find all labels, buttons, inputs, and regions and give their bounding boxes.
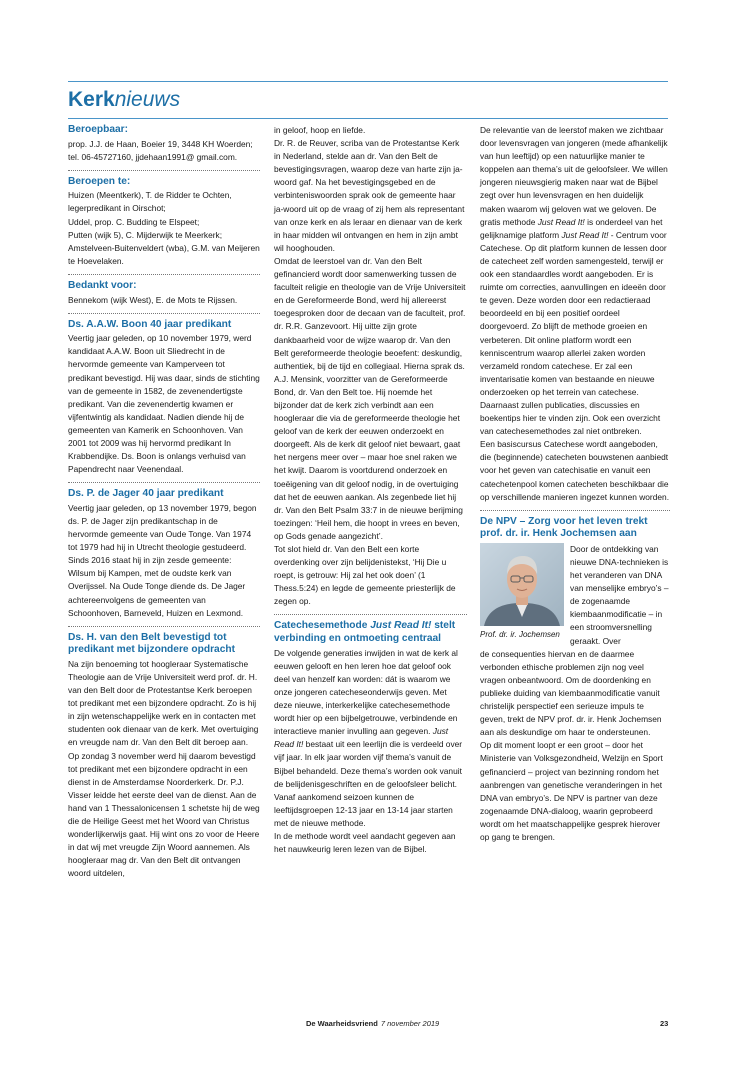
text-catechese-cont-c: - Centrum voor Catechese. Op dit platform kunnen de lessen door de catecheet zelf worden samengesteld, terwijl er ook een standaardles wordt aangeboden. Er is ruimte om correcties, aanvullingen en ideeën door te geven. Deze worden door een redactieraad beoordeeld en bij een positief oordeel doorgevoerd. Zo blijft de methode groeien en verbeteren. Dit online platform wordt een kenniscentrum waarop allerlei zaken worden verzameld rondom catechese. Er zal een inventarisatie komen van bestaande en nieuwe onderzoeken op het terrein van catechese. Daarnaast zullen publicaties, discussies en boekentips hier te vinden zijn. Ook een overzicht van catechesemethodes zal niet ontbreken. Een basiscursus Catechese wordt aangeboden, die (beginnende) catecheten bouwstenen aanbiedt voor het geven van catechisatie en vanuit een catechetenpool komen catecheten beschikbaar die op verschillende manieren ingezet kunnen worden. (480, 229, 670, 502)
text-boon: Veertig jaar geleden, op 10 november 1979, werd kandidaat A.A.W. Boon uit Sliedrecht in de hervormde gemeente van Kamperveen tot predikant bevestigd. Hij was daar, sinds de stichting van de gemeente in 1582, de zevenendertigste predikant. Van die zevenendertig kwamen er vijfentwintig als kandidaat. Nadien diende hij de gemeenten van Kamerik en Schoonhoven. Van 2001 tot 2009 was hij hervormd predikant In Krabbendijke. Ds. Boon is onlangs verhuisd van Papendrecht naar Veenendaal. (68, 333, 260, 475)
divider (68, 626, 260, 627)
publication-date: 7 november 2019 (380, 1019, 440, 1028)
text-npv: de consequenties hiervan en de daarmee verbonden ethische problemen zijn nog veel vragen onbeantwoord. Om de doordenking en publieke duiding van kiembaanmodificatie vanuit christelijk perspectief een serieuze impuls te geven, trekt de NPV prof. dr. ir. Henk Jochemsen aan als deskundige om haar te ondersteunen. Op dit moment loopt er een groot – door het Ministerie van Volksgezondheid, Welzijn en Sport gefinancierd – project van bezinning rondom het aanbrengen van genetische veranderingen in het DNA van embryo’s. De NPV is partner van deze zogenaamde DNA-dialoog, waarin geprobeerd wordt om het maatschappelijke gesprek hierover op gang te brengen. (480, 648, 663, 842)
publication-name: De Waarheidsvriend (306, 1019, 378, 1028)
text-beroepbaar: prop. J.J. de Haan, Boeier 19, 3448 KH Woerden; tel. 06-45727160, jjdehaan1991@ gmail.com. (68, 138, 253, 162)
article-bedankt (68, 280, 260, 307)
heading-belt: Ds. H. van den Belt bevestigd tot predikant met bijzondere opdracht (68, 631, 235, 656)
text-catechese-b: bestaat uit een leerlijn die is verdeeld over vijf jaar. In elk jaar worden vijf thema’s vanuit de Bijbel behandeld. Deze thema’s worden ook vanuit de belijdenisgeschriften en de geloofsleer belicht. Vanaf aankomend seizoen kunnen de leeftijdsgroepen 12-13 jaar en 13-14 jaar starten met de nieuwe methode. In de methode wordt veel aandacht gegeven aan het nauwkeurig leren lezen van de Bijbel. (274, 739, 463, 855)
text-jager: Veertig jaar geleden, op 13 november 1979, begon ds. P. de Jager zijn predikantschap in de hervormde gemeente van Oude Tonge. Van 1974 tot 1979 had hij in Utrecht theologie gestudeerd. Sinds 2016 staat hij in zijn zesde gemeente: Wilsum bij Kampen, met de oudste kerk van Overijssel. Na Oude Tonge diende ds. De Jager achtereenvolgens de gemeenten van Schoonhoven, Barneveld, Huizen en Lexmond. (68, 502, 257, 618)
text-catechese-a: De volgende generaties inwijden in wat de kerk al eeuwen gelooft en hen leren hoe dat geloof ook deel van henzelf kan worden: dát is waarom we onze jongeren catecheseonderwijs geven. Met deze nieuwe, interkerkelijke catechesemethode wordt hier op een bijbelgetrouwe, verbindende en interactieve manier invulling aan gegeven. (274, 647, 458, 737)
photo-column (480, 543, 564, 648)
text-belt-continued: in geloof, hoop en liefde. Dr. R. de Reuver, scriba van de Protestantse Kerk in Nederland, stelde aan dr. Van den Belt de bevestigingsvragen, waarop deze van harte zijn ja-woord gaf. Na het bevestigingsgebed en de verbinteniswoorden sprak ook de gemeente haar ja-woord uit op de vraag of zij hem als representant van onze kerk en als leraar en dienaar van de kerk in haar midden wil ontvangen en hem in zijn ambt wil hooghouden. Omdat de leerstoel van dr. Van den Belt gefinancierd wordt door samenwerking tussen de faculteit religie en theologie van de Vrije Universiteit en de Gereformeerde Bond, werd hij allereerst toegesproken door de decaan van de faculteit, prof. dr. R.R. Ganzevoort. Hij uitte zijn grote dankbaarheid voor de wijze waarop dr. Van den Belt gereformeerde theologie beoefent: deskundig, authentiek, bij de tijd en collegiaal. Hierna sprak ds. A.J. Mensink, voorzitter van de Gereformeerde Bond, dr. Van den Belt toe. Hij noemde het bijzonder dat de kerk zich verbindt aan een hoogleraar die via de gereformeerde theologie het geloof van de kerk der eeuwen onderzoekt en doorgeeft. Als de kerk dit geloof niet bewaart, gaat het nergens meer over – maar hoe snel raken we het kwijt. Daarom is voortdurend onderzoek en toeëigening van dit geloof nodig, in de overtuiging dat het de eeuwen aankan. Als zegenbede liet hij dr. Van den Belt Psalm 33:7 in de nieuwe berijming toezingen: ‘Heil hem, die hoopt in vrees en beven, op Gods genade aangezicht’. Tot slot hield dr. Van den Belt een korte overdenking over zijn belijdenistekst, ‘Hij Die u roept, is getrouw: Hij zal het ook doen’ (1 Thess.5:24) en legde de gemeente priesterlijk de zegen op. (274, 125, 466, 607)
heading-catechese-italic: Just Read It! (370, 620, 432, 632)
divider (68, 313, 260, 314)
text-catechese-italic: Just Read It! (274, 726, 449, 750)
article-beroepen (68, 176, 260, 268)
column-2 (274, 124, 467, 856)
text-catechese-cont-b: is onderdeel van het gelijknamige platform (480, 216, 663, 240)
text-catechese-italic-1: Just Read It! (537, 216, 585, 227)
list-item: Uddel, prop. C. Budding te Elspeet; (68, 216, 200, 227)
heading-boon: Ds. A.A.W. Boon 40 jaar predikant (68, 318, 232, 330)
article-boon (68, 319, 260, 477)
heading-beroepbaar: Beroepbaar: (68, 124, 129, 135)
photo-block (480, 543, 670, 648)
page-number: 23 (660, 1019, 669, 1028)
text-npv-side: Door de ontdekking van nieuwe DNA-technieken is het veranderen van DNA van menselijke embryo’s – de zogenaamde kiembaanmodificatie – in een stroomversnelling geraakt. Over (570, 543, 669, 646)
text-catechese (274, 647, 467, 857)
column-3 (480, 124, 670, 844)
text-catechese-cont-a: De relevantie van de leerstof maken we zichtbaar door levensvragen van jongeren (mede afhankelijk van hun leeftijd) op een natuurlijke manier te koppelen aan thema’s uit de geloofsleer. We willen jongeren nieuwsgierig maken naar wat de Bijbel zegt over hun levensvragen en hen duidelijk maken waarom wij geloven wat we geloven. De gratis methode (480, 125, 668, 227)
heading-npv: De NPV – Zorg voor het leven trekt prof. dr. ir. Henk Jochemsen aan (480, 515, 648, 540)
heading-catechese-suffix: stelt verbinding en ontmoeting centraal (274, 620, 456, 645)
footer-publication (306, 1019, 439, 1028)
text-catechese-continued (480, 124, 670, 504)
article-catechese (274, 620, 467, 856)
article-jager (68, 488, 260, 619)
list-item: Amstelveen-Buitenveldert (wba), G.M. van Meijeren te Hoevelaken. (68, 242, 260, 266)
portrait-illustration (480, 543, 564, 626)
divider (68, 274, 260, 275)
divider (274, 614, 467, 615)
text-belt: Na zijn benoeming tot hoogleraar Systematische Theologie aan de Vrije Universiteit werd prof. dr. H. van den Belt door de Protestantse Kerk beroepen tot predikant met een bijzondere opdracht. Zo is hij in zijn wetenschappelijke werk en in contacten met studenten ook dienaar van de kerk. Met overtuiging en vreugde nam dr. Van den Belt dit beroep aan. Op zondag 3 november werd hij daarom bevestigd tot predikant met een bijzondere opdracht in een dienst in de Amsterdamse Noorderkerk. Dr. P.J. Visser leidde het eerste deel van de dienst. Aan de hand van 1 Thessalonicensen 1 schetste hij de weg die de Heilige Geest met het Woord van Christus wonderlijkerwijs gaat. Hij wint ons zo voor de Heere in dat wij met vreugde Zijn Woord aannemen. Als hoogleraar mag dr. Van den Belt dit ontvangen woord uitdelen, (68, 658, 260, 879)
column-1 (68, 124, 260, 880)
portrait-photo (480, 543, 564, 626)
photo-caption: Prof. dr. ir. Jochemsen (480, 629, 560, 639)
title-rule (68, 118, 668, 119)
article-beroepbaar (68, 124, 260, 164)
article-belt (68, 632, 260, 881)
top-rule (68, 81, 668, 82)
divider (68, 170, 260, 171)
heading-bedankt: Bedankt voor: (68, 279, 137, 291)
heading-catechese-prefix: Catechesemethode (274, 620, 371, 632)
text-bedankt: Bennekom (wijk West), E. de Mots te Rijssen. (68, 294, 238, 305)
list-item: Putten (wijk 5), C. Mijderwijk te Meerkerk; (68, 229, 223, 240)
divider (480, 510, 670, 511)
article-npv (480, 516, 670, 844)
heading-jager: Ds. P. de Jager 40 jaar predikant (68, 488, 224, 500)
title-bold: Kerk (68, 88, 115, 111)
heading-catechese (274, 620, 467, 645)
heading-beroepen: Beroepen te: (68, 175, 131, 187)
divider (68, 482, 260, 483)
page-title (68, 88, 180, 112)
title-italic: nieuws (114, 88, 181, 111)
list-item: Huizen (Meentkerk), T. de Ridder te Ochten, legerpredikant in Oirschot; (68, 190, 232, 214)
text-catechese-italic-2: Just Read It! (561, 229, 609, 240)
